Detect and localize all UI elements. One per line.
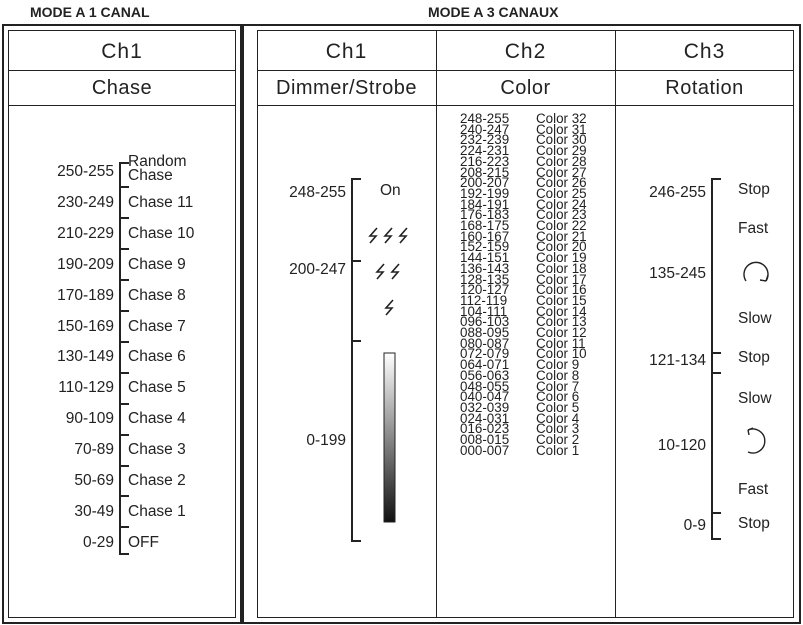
chase-label: Chase 7 [128,317,186,335]
color-range: 224-231 [460,143,510,159]
color-range: 040-047 [460,389,510,405]
color-range: 216-223 [460,153,510,169]
rotation-slow-top-label: Slow [738,310,772,327]
color-label: Color 8 [536,367,580,383]
color-range: 184-191 [460,196,510,212]
color-label: Color 31 [536,121,587,137]
chase-label: OFF [128,533,159,551]
bracket-tick [119,553,129,555]
bracket-tick [711,512,721,514]
divider [257,105,794,106]
color-range: 168-175 [460,218,510,234]
bracket-tick [351,340,361,342]
color-range: 056-063 [460,367,510,383]
color-range: 128-135 [460,271,510,287]
chase-range: 230-249 [57,193,114,211]
mode-3-ch1-function: Dimmer/Strobe [276,77,417,99]
color-label: Color 25 [536,185,587,201]
dimmer-on-label: On [380,182,401,199]
dimmer-on-range: 248-255 [289,184,346,201]
chase-range: 170-189 [57,286,114,304]
bracket-tick [711,352,721,354]
bracket-tick [351,540,361,542]
rotation-slow-bottom-label: Slow [738,390,772,407]
color-label: Color 2 [536,432,580,448]
chase-range: 30-49 [74,502,114,520]
color-range: 112-119 [460,292,508,308]
color-label: Color 15 [536,292,587,308]
mode-3-ch2-function: Color [500,77,551,99]
bracket-tick [119,434,129,436]
color-label: Color 20 [536,239,587,255]
color-range: 176-183 [460,207,510,223]
color-label: Color 28 [536,153,587,169]
rotation-stop-bottom-label: Stop [738,515,770,532]
color-range: 192-199 [460,185,510,201]
rotation-fast-top-label: Fast [738,220,769,237]
mode-1-title: MODE A 1 CANAL [30,4,150,20]
chase-range: 90-109 [65,410,114,428]
bracket-tick [119,372,129,374]
strobe-medium-icon [374,262,408,280]
mode-3-ch2-header: Ch2 [504,40,547,63]
rotation-bracket-top [711,178,713,540]
color-label: Color 22 [536,218,587,234]
color-label: Color 5 [536,399,580,415]
chase-bracket-line [119,162,121,553]
column-divider [615,30,616,618]
color-label: Color 12 [536,325,587,341]
chase-range: 50-69 [74,472,114,489]
bracket-tick [351,178,361,180]
bracket-tick [119,465,129,467]
bracket-tick [711,538,721,540]
color-range: 104-111 [460,303,508,319]
chase-label: Chase 6 [128,348,186,366]
color-range: 144-151 [460,250,510,266]
color-range: 232-239 [460,132,510,148]
color-range: 032-039 [460,399,510,415]
color-range: 240-247 [460,121,510,137]
strobe-range: 200-247 [289,261,346,278]
color-label: Color 13 [536,314,587,330]
strobe-fast-icon [367,226,417,244]
rotation-stop-top-range: 246-255 [649,184,706,201]
color-range: 072-079 [460,346,510,362]
color-range: 200-207 [460,175,510,191]
chase-range: 250-255 [57,163,114,180]
rotate-clockwise-icon [738,253,774,289]
dimmer-bracket [351,178,353,542]
color-label: Color 29 [536,143,587,159]
color-label: Color 3 [536,421,580,437]
color-range: 208-215 [460,164,510,180]
chase-label: Chase 9 [128,255,186,273]
chase-label: Chase 1 [128,502,186,520]
chase-label: Chase 4 [128,410,186,428]
chase-label-line: Chase [128,167,173,184]
color-range: 008-015 [460,432,510,448]
chase-range: 190-209 [57,255,114,273]
color-range: 088-095 [460,325,510,341]
color-label: Color 30 [536,132,587,148]
mode-1-channel-header: Ch1 [101,40,143,63]
color-label: Color 18 [536,260,587,276]
color-label: Color 21 [536,228,587,244]
color-label: Color 14 [536,303,587,319]
color-range: 024-031 [460,410,510,426]
mode-3-title: MODE A 3 CANAUX [428,4,559,20]
color-label: Color 27 [536,164,587,180]
dimmer-range: 0-199 [306,432,346,449]
bracket-tick [711,178,721,180]
divider [8,70,236,71]
bracket-tick [119,526,129,528]
chase-label [128,155,187,183]
rotate-counterclockwise-icon [738,422,774,460]
color-row [460,442,587,458]
color-table [460,111,587,458]
bracket-tick [119,310,129,312]
rotation-stop-bottom-range: 0-9 [683,517,706,534]
column-divider [436,30,437,618]
chase-label: Chase 3 [128,441,186,459]
color-range: 096-103 [460,314,510,330]
chase-label: Chase 2 [128,472,186,489]
rotation-ccw-range: 10-120 [657,437,706,454]
color-range: 000-007 [460,442,510,458]
rotation-cw-range: 135-245 [649,265,706,282]
chase-label: Chase 8 [128,286,186,304]
bracket-tick [351,260,361,262]
color-label: Color 7 [536,378,580,394]
color-range: 152-159 [460,239,510,255]
mode-3-ch3-function: Rotation [665,77,744,99]
color-label: Color 11 [536,335,586,351]
color-label: Color 17 [536,271,587,287]
divider [257,70,794,71]
color-label: Color 26 [536,175,587,191]
color-label: Color 24 [536,196,587,212]
color-label: Color 6 [536,389,580,405]
rotation-stop-top-label: Stop [738,181,770,198]
chase-label-line: Random [128,153,187,170]
color-label: Color 4 [536,410,580,426]
color-label: Color 10 [536,346,587,362]
chase-label: Chase 5 [128,379,186,397]
color-label: Color 32 [536,111,587,126]
bracket-tick [119,279,129,281]
mode-3-ch3-header: Ch3 [683,40,726,63]
color-label: Color 19 [536,250,587,266]
dimmer-gradient-icon [383,352,397,524]
chase-label: Chase 10 [128,224,195,242]
chase-range: 150-169 [57,317,114,335]
color-label: Color 9 [536,357,580,373]
bracket-tick [119,186,129,188]
bracket-tick [119,495,129,497]
chase-range: 210-229 [57,224,114,242]
color-range: 016-023 [460,421,510,437]
mode-1-function-header: Chase [91,77,153,99]
color-range: 136-143 [460,260,510,276]
chase-range: 130-149 [57,348,114,366]
rotation-fast-bottom-label: Fast [738,481,769,498]
bracket-tick [119,217,129,219]
bracket-tick [711,372,721,374]
rotation-stop-mid-range: 121-134 [649,352,706,369]
color-range: 080-087 [460,335,510,351]
divider [8,105,236,106]
color-range: 160-167 [460,228,510,244]
chase-range: 110-129 [58,379,114,397]
mode-3-ch1-header: Ch1 [325,40,368,63]
color-range: 048-055 [460,378,510,394]
color-label: Color 23 [536,207,587,223]
color-label: Color 1 [536,442,580,458]
bracket-tick [119,248,129,250]
rotation-stop-mid-label: Stop [738,349,770,366]
chase-range: 0-29 [82,533,114,551]
bracket-tick [119,341,129,343]
color-range: 064-071 [460,357,510,373]
chase-range: 70-89 [74,441,114,459]
bracket-tick [119,403,129,405]
color-label: Color 16 [536,282,587,298]
color-range: 248-255 [460,111,510,126]
strobe-slow-icon [383,298,399,316]
color-range: 120-127 [460,282,510,298]
chase-label: Chase 11 [128,193,194,211]
